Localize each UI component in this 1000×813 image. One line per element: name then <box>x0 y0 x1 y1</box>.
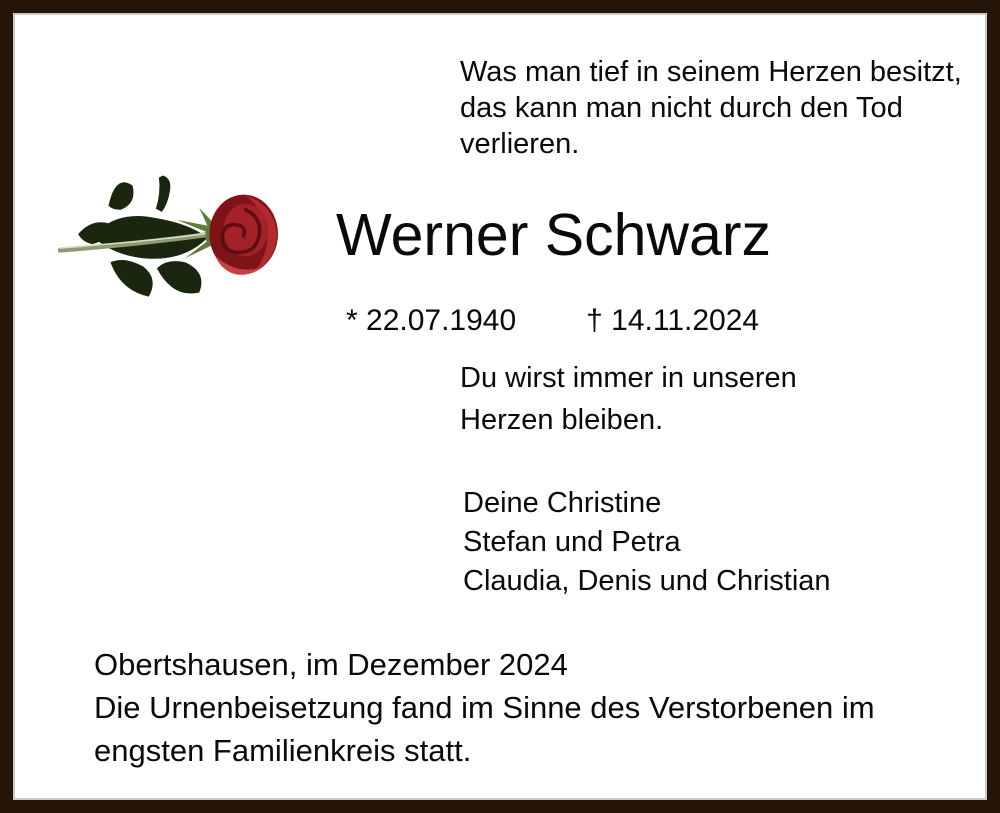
quote-line-1: Was man tief in seinem Herzen besitzt, <box>460 56 962 88</box>
death-date: † 14.11.2024 <box>586 304 760 337</box>
birth-date: * 22.07.1940 <box>346 304 517 337</box>
closing-line-burial-1: Die Urnenbeisetzung fand im Sinne des Verstorbenen im <box>94 690 875 725</box>
closing-line-place-date: Obertshausen, im Dezember 2024 <box>94 647 568 682</box>
dedication-line-1: Du wirst immer in unseren <box>460 362 797 394</box>
dedication-line-2: Herzen bleiben. <box>460 404 664 436</box>
memorial-quote <box>460 54 962 162</box>
mourner-line-2: Stefan und Petra <box>463 526 681 558</box>
rose-leaf-lower-left <box>110 260 152 297</box>
life-dates <box>346 304 759 338</box>
rose-leaf-upper <box>108 182 133 210</box>
quote-line-3: verlieren. <box>460 128 580 160</box>
closing-line-burial-2: engsten Familienkreis statt. <box>94 733 472 768</box>
deceased-name: Werner Schwarz <box>336 202 771 268</box>
dedication-text <box>460 357 797 441</box>
rose-image <box>58 163 282 301</box>
rose-bloom <box>209 195 278 275</box>
rose-leaf-lower-right <box>157 261 202 293</box>
quote-line-2: das kann man nicht durch den Tod <box>460 92 903 124</box>
mourner-line-1: Deine Christine <box>463 487 662 519</box>
mourners-list <box>463 484 831 601</box>
rose-bud-twig <box>156 175 170 211</box>
closing-text <box>94 643 875 772</box>
mourner-line-3: Claudia, Denis und Christian <box>463 565 831 597</box>
